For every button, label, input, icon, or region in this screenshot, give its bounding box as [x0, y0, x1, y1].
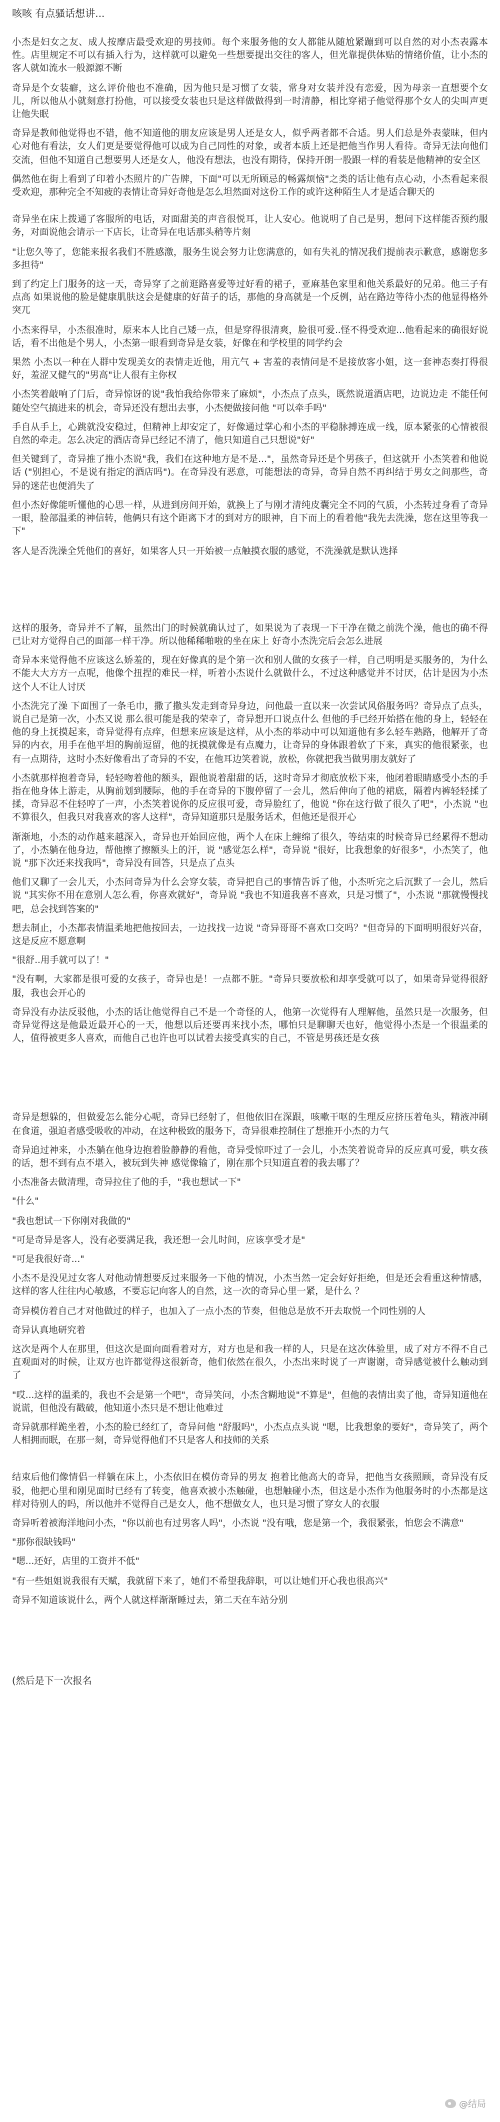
paragraph: "那你很缺钱吗"	[12, 1537, 76, 1549]
paragraph: 奇异不知道该说什么，两个人就这样渐渐睡过去，第二天在车站分别	[12, 1594, 288, 1606]
paragraph: "让您久等了，您能来报名我们不胜感激，服务生说会努力让您满意的，如有失礼的情况我们提前表示歉意，感谢您多多担待"	[12, 246, 488, 271]
paragraph: 小杰笑着敲响了门后，奇异惊讶的说"我怕我给你带来了麻烦"，小杰点了点头，既然说道酒店吧，边说边走 不能任何随处空气搞进来的机会，奇异还没有想出去事，小杰便做接问他 "可以牵手吗"	[12, 389, 488, 414]
spacer	[12, 564, 488, 622]
paragraph: 但小杰好像能听懂他的心思一样，从进到房间开始，就换上了与刚才清纯皮囊完全不同的气质，小杰转过身看了奇异一眼，脸部温柔的神信转，他俩只有这个距离下才的到对方的眼神，自下而上的看着他"我先去洗澡，您在这里等我一下"	[12, 499, 488, 538]
section-a	[12, 36, 488, 199]
paragraph: 奇异就那样跪坐着，小杰的脸已经红了，奇异问他 "舒服吗"，小杰点点头说 "嗯，比我想象的要好"，奇异笑了，两个人相拥而眠，在那一刻，奇异觉得他们不只是客人和技师的关系	[12, 1422, 488, 1447]
paragraph: 奇异认真地研究着	[12, 1324, 86, 1336]
paragraph: "什么"	[12, 1196, 39, 1208]
spacer	[12, 1613, 488, 1671]
paragraph: "我也想试一下你刚对我做的"	[12, 1215, 131, 1227]
paragraph: "嗯...还好，店里的工资并不低"	[12, 1556, 140, 1568]
paragraph: "可是我很好奇..."	[12, 1254, 85, 1266]
post-title: 咳咳 有点骚话想讲...	[12, 9, 105, 20]
paragraph: 小杰来得早，小杰很准时，原来本人比自己矮一点，但是穿得很清爽，脸很可爱..怪不得受欢迎...他看起来的确很好说话，看不出他是个男人，小杰第一眼看到奇异是女装，好像在和学校里的同学约会	[12, 324, 488, 349]
watermark-text: @结局	[458, 2100, 486, 2110]
paragraph: 奇异是教师他觉得也不错，他不知道他的朋友应该是男人还是女人，似乎两者都不合适。男人们总是外表蒙昧，但内心对他有看法，女人们更是要觉得他可以成为自己同性的对象，或者本质上还是把他当作男人看待。奇异无法向他们交流，但他不知道自己想要男人还是女人，他没有想法，也没有期待，保持开朗一股跟一样的看装是他精神的安全区	[12, 128, 488, 166]
paragraph: 偶然他在街上看到了印着小杰照片的广告牌，下面"可以无所顾忌的畅露烦恼"之类的话让他有点心动，小杰看起来很受欢迎，那种完全不知疲的表情让奇异好奇他是怎么坦然面对这份工作的或许这种陌生人才是适合聊天的	[12, 173, 488, 199]
paragraph: 小杰洗完了澡 下面围了一条毛巾，撒了撒头发走到奇异身边，问他最一直以来一次尝试风俗服务吗？奇异点了点头，说自己是第一次，小杰又说 那么很可能是我的荣幸了，奇异想开口说点什么 但他的手已经开始搭在他的身上，轻轻在他的身上抚摸起来，奇异觉得有点痒，但想来应该是这样，从小杰的举动中可以知道他有多么轻车熟路，他解开了奇异的内衣，用手在他平坦的胸前逗留，他的抚摸就像是有点魔力，让奇异的身体跟着软了下来，真实的他很紧张，也有一点期待，这时小杰好像看出了奇异的不安，在他耳边笑着说，放松，你就把我当做男朋友就好了	[12, 700, 488, 765]
paragraph: 奇异没有办法反驳他，小杰的话让他觉得自己不是一个奇怪的人，他第一次觉得有人理解他，虽然只是一次服务，但奇异觉得这是他最近最开心的一天，他想以后还要再来找小杰，哪怕只是聊聊天也好，他觉得小杰是一个很温柔的人，值得被更多人喜欢，而他自己也许也可以试着去接受真实的自己，不管是男孩还是女孩	[12, 1006, 488, 1045]
paragraph: "很舒..用手就可以了！"	[12, 955, 109, 967]
section-d	[12, 1111, 488, 1447]
paragraph: 奇异听着被海洋地问小杰，"你以前也有过男客人吗"，小杰说 "没有哦，您是第一个，我很紧张，怕您会不满意"	[12, 1518, 464, 1530]
paragraph: "有一些姐姐说我很有天赋，我就留下来了，她们不希望我辞职，可以让她们开心我也很高兴"	[12, 1575, 388, 1587]
paragraph: 但关键到了，奇异推了推小杰说"我，我们在这种地方是不是..."，虽然奇异还是个男孩子，但这就开 小杰笑着和他说话 ("别担心，不是说有指定的酒店吗")。在奇异没有恶意，可能想法的奇异，奇异自然不再纠结于男女之间那些，奇异的迷茫也便消失了	[12, 454, 488, 492]
spacer	[12, 1453, 488, 1471]
paragraph: 这样的服务，奇异并不了解，虽然出门的时候就确认过了，如果说为了表现一下干净在微之前洗个澡，他也的确不得已让对方觉得自己的面部一样干净。所以他稀稀啪啦的坐在床上 好奇小杰洗完后会怎么进展	[12, 622, 488, 647]
paragraph: 这次是两个人在那里，但这次是面向面看着对方，对方也是和我一样的人，只是在这次体验里，成了对方不得不自己直观面对的时候，让双方也许都觉得这很新奇，他们依然在很久，小杰出来时说了一声谢谢，奇异感觉被什么触动到了	[12, 1344, 488, 1382]
section-e	[12, 1471, 488, 1607]
spacer	[12, 205, 488, 213]
paragraph: 奇异追过神来，小杰躺在他身边抱着脸静静的看他，奇异受惊吓过了一会儿，小杰笑着说奇异的反应真可爱，哄女孩的话，想不到有点不堪入，被玩到失神 感觉像输了，刚在那个只知道直着的我去哪了？	[12, 1144, 488, 1169]
paragraph: 奇异模仿着自己才对他做过的样子，也加入了一点小杰的节奏，但他总是放不开去取悦一个同性别的人	[12, 1305, 426, 1317]
paragraph: 奇异是个女装癖，这么评价他也不准确，因为他只是习惯了女装，常身对女装并没有恋爱，因为母亲一直想要个女儿，所以他从小就刻意打扮他，可以接受女装也只是这样做做得到一时清静，相比穿裙子他觉得那个女人的尖叫声更让他失眠	[12, 82, 488, 121]
paragraph: 客人是否洗澡全凭他们的喜好，如果客人只一开始被一点触摸衣服的感觉，不洗澡就是默认选择	[12, 545, 398, 557]
paragraph: 结束后他们像情侣一样躺在床上，小杰依旧在模仿奇异的男友 抱着比他高大的奇异，把他当女孩照顾，奇异没有反驳，他把心里和刚见面时已经有了转变，他喜欢被小杰触碰，也想触碰小杰，但这是小杰作为他服务时的小杰都是这样对待别人的吗，所以他并不觉得自己是女人，他不想做女人，也只是习惯了穿女人的衣服	[12, 1472, 488, 1510]
paragraph: 小杰是妇女之友、成人按摩店最受欢迎的男技师。每个来服务他的女人都能从随尬紧蹦到可以自然的对小杰表露本性。店里规定不可以有插入行为，这样就可以避免一些想要提出交往的客人，但光靠提供体贴的情绪价值，让小杰的客人就如流水一般源源不断	[12, 37, 488, 75]
paragraph: 想去制止，小杰都表情温柔地把他按回去，一边找找一边说 "奇异哥哥不喜欢口交吗？"但奇异的下面明明很好兴奋，这是反应不愿意啊	[12, 922, 488, 947]
section-b	[12, 213, 488, 557]
weibo-logo-icon	[445, 2099, 456, 2108]
paragraph: 小杰准备去做清理，奇异拉住了他的手，"我也想试一下"	[12, 1177, 241, 1189]
paragraph: 到了约定上门服务的这一天，奇异穿了之前逛路喜爱等过好看的裙子，亚麻基色家里和他关系最好的兄弟。他三子有点高 如果说他的脸是健康肌肤这会是健康的好苗子的话，那他的身高就是一个反例，站在路边等待小杰的他显得格外突兀	[12, 279, 488, 317]
paragraph: "可是奇异是客人，没有必要满足我，我还想一会儿时间，应该享受才是"	[12, 1234, 306, 1246]
ending-note: (然后是下一次报名	[12, 1676, 92, 1688]
paragraph: 手自从手上，心跳就没安稳过，但精神上却安定了，好像通过掌心和小杰的平稳脉搏连成一线，原本紧张的心情被很自然的牵走。怎么决定的酒店奇异已经记不清了，他只知道自己只想说"好"	[12, 421, 488, 447]
paragraph: 奇异本来觉得他不应该这么娇羞的，现在好像真的是个第一次和别人做的女孩子一样，自己明明是买服务的，为什么不能大大方方一点呢，他像个扭捏的难民一样，听着小杰说什么就做什么，不过这种感觉并不讨厌，估计是因为小杰这个人不让人讨厌	[12, 655, 488, 693]
paragraph: 渐渐地，小杰的动作越来越深入，奇异也开始回应他，两个人在床上缠绵了很久，等结束的时候奇异已经累得不想动了，小杰躺在他身边，帮他擦了擦额头上的汗，说 "感觉怎么样"，奇异说 "很好，比我想象的好很多"，小杰笑了，他说 "那下次还来找我吗"，奇异没有回答，只是点了点头	[12, 831, 488, 869]
paragraph: 果然 小杰以一种在人群中发现美女的表情走近他，用亢气 + 害羞的表情问是不是接放客小姐，这一套神态奏打得很好，羞涩又健气的"男高"让人很有主你权	[12, 357, 488, 382]
paragraph: "哎...这样的温柔的，我也不会是第一个吧"，奇异笑问，小杰含糊地说"不算是"，但他的表情出卖了他，奇异知道他在说谎，但他没有戳破，他知道小杰只是不想让他难过	[12, 1389, 488, 1414]
weibo-watermark	[445, 2097, 486, 2110]
paragraph: 小杰就那样抱着奇异，轻轻吻着他的额头，跟他说着甜甜的话，这时奇异才彻底放松下来，他闭着眼睛感受小杰的手指在他身体上游走，从胸前划到腰际，他的手在奇异的下腹停留了一会儿，然后伸向了他的裙底，隔着内裤轻轻揉了揉，奇异忍不住轻哼了一声，小杰笑着说你的反应很可爱，奇异脸红了，他说 "你在这行做了很久了吧"，小杰说 "也不算很久，但我只对我喜欢的客人这样"，奇异知道那只是服务话术，但他还是很开心	[12, 772, 488, 824]
spacer	[12, 1051, 488, 1111]
paragraph: 他们又聊了一会儿天，小杰问奇异为什么会穿女装，奇异把自己的事情告诉了他，小杰听完之后沉默了一会儿，然后说 "其实你不用在意别人怎么看，你喜欢就好"，奇异说 "我也不知道我喜不喜欢，只是习惯了"，小杰说 "那就慢慢找吧，总会找到答案的"	[12, 877, 488, 915]
paragraph: 奇异是想躲的，但做爱怎么能分心呢，奇异已经射了，但他依旧在深跟，咳嗽干呕的生理反应挤压着龟头，精液冲刷在食道，强迫者感受吸收的冲动，在这种极致的服务下，奇异很难控制住了想推开小杰的力气	[12, 1112, 488, 1137]
paragraph: "没有啊，大家都是很可爱的女孩子，奇异也是！一点都不脏。"奇异只要放松和却享受就可以了，如果奇异觉得很舒服，我也会开心的	[12, 974, 488, 999]
paragraph: 奇异坐在床上拨通了客服所的电话，对面甜美的声音很悦耳，让人安心。他说明了自己是男，想问下这样能否预约服务，对面说他会请示一下店长，让奇异在电话那头稍等片刻	[12, 214, 488, 239]
paragraph: 小杰不是没见过女客人对他动情想要反过来服务一下他的情况，小杰当然一定会好好拒绝，但是还会看重这种情感，这样的客人往往内心敏感，不要忘记向客人的自然，这一次的奇异心里一紧，是什么 ？	[12, 1273, 488, 1298]
section-c	[12, 622, 488, 1046]
